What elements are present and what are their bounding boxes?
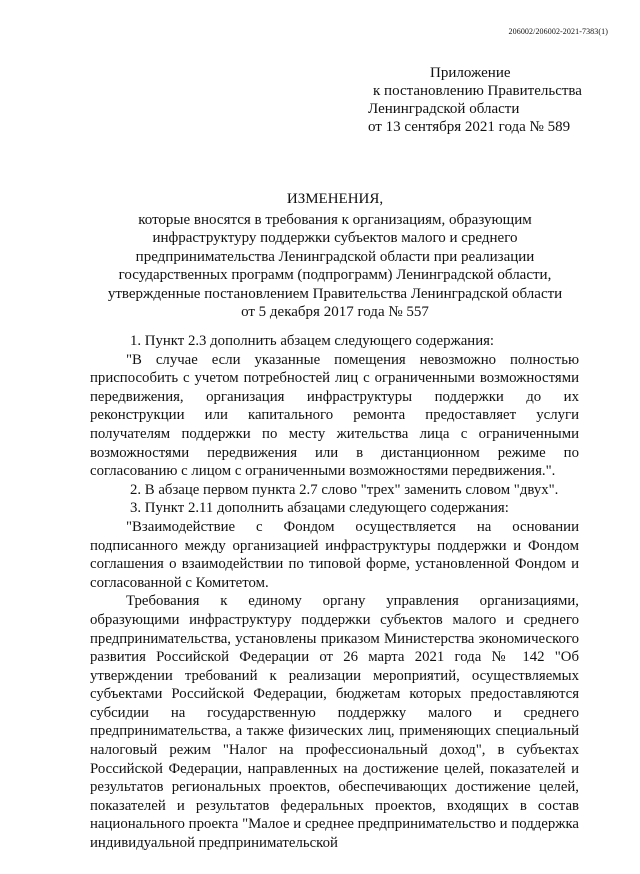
appendix-line-4: от 13 сентября 2021 года № 589 [368,119,571,135]
document-body [90,332,579,853]
paragraph-item-3: 3. Пункт 2.11 дополнить абзацами следующего содержания: [130,500,509,517]
title-line: предпринимательства Ленинградской области при реализации [135,248,535,265]
title-line: утвержденные постановлением Правительства Ленинградской области [107,285,563,302]
appendix-header [368,64,582,136]
document-title [90,190,580,322]
paragraph-quote-1: "В случае если указанные помещения невозможно полностью приспособить с учетом потребностей лиц с ограниченными возможностями передвижения, организация инфраструктуры поддержки до их реконструкции или капитального ремонта предоставляет услуги получателям поддержки по месту жительства лица с ограниченными возможностями передвижения или в дистанционном режиме по согласованию с лицом с ограниченными возможностями передвижения.". [90,351,579,480]
title-heading: ИЗМЕНЕНИЯ, [286,191,384,207]
paragraph-item-1: 1. Пункт 2.3 дополнить абзацем следующего содержания: [130,333,495,349]
paragraph-requirements: Требования к единому органу управления организациями, образующими инфраструктуру поддержки субъектов малого и среднего предпринимательства, установлены приказом Министерства экономического развития Российской Федерации от 26 марта 2021 года № 142 "Об утверждении требований к реализации мероприятий, осуществляемых субъектами Российской Федерации, бюджетам которых предоставляются субсидии на государственную поддержку малого и среднего предпринимательства, а также физических лиц, применяющих специальный налоговый режим "Налог на профессиональный доход", в субъектах Российской Федерации, направленных на достижение целей, показателей и результатов региональных проектов, обеспечивающих достижение целей, показателей и результатов федеральных проектов, входящих в состав национального проекта "Малое и среднее предпринимательство и поддержка индивидуальной предпринимательской [90,593,579,852]
title-line: государственных программ (подпрограмм) Ленинградской области, [118,267,552,283]
document-registration-number: 206002/206002-2021-7383(1) [508,27,608,36]
title-line: инфраструктуру поддержки субъектов малого и среднего [152,230,518,246]
title-line: от 5 декабря 2017 года № 557 [241,304,429,320]
paragraph-item-2: 2. В абзаце первом пункта 2.7 слово "трех" заменить словом "двух". [130,481,559,498]
paragraph-quote-2: "Взаимодействие с Фондом осуществляется на основании подписанного между организацией инфраструктуры поддержки и Фондом соглашения о взаимодействии по типовой форме, установленной Фондом и согласованной с Комитетом. [90,518,579,591]
appendix-line-1: Приложение [430,65,511,81]
title-line: которые вносятся в требования к организациям, образующим [138,211,532,228]
appendix-line-3: Ленинградской области [368,101,520,117]
appendix-line-2: к постановлению Правительства [373,83,582,99]
